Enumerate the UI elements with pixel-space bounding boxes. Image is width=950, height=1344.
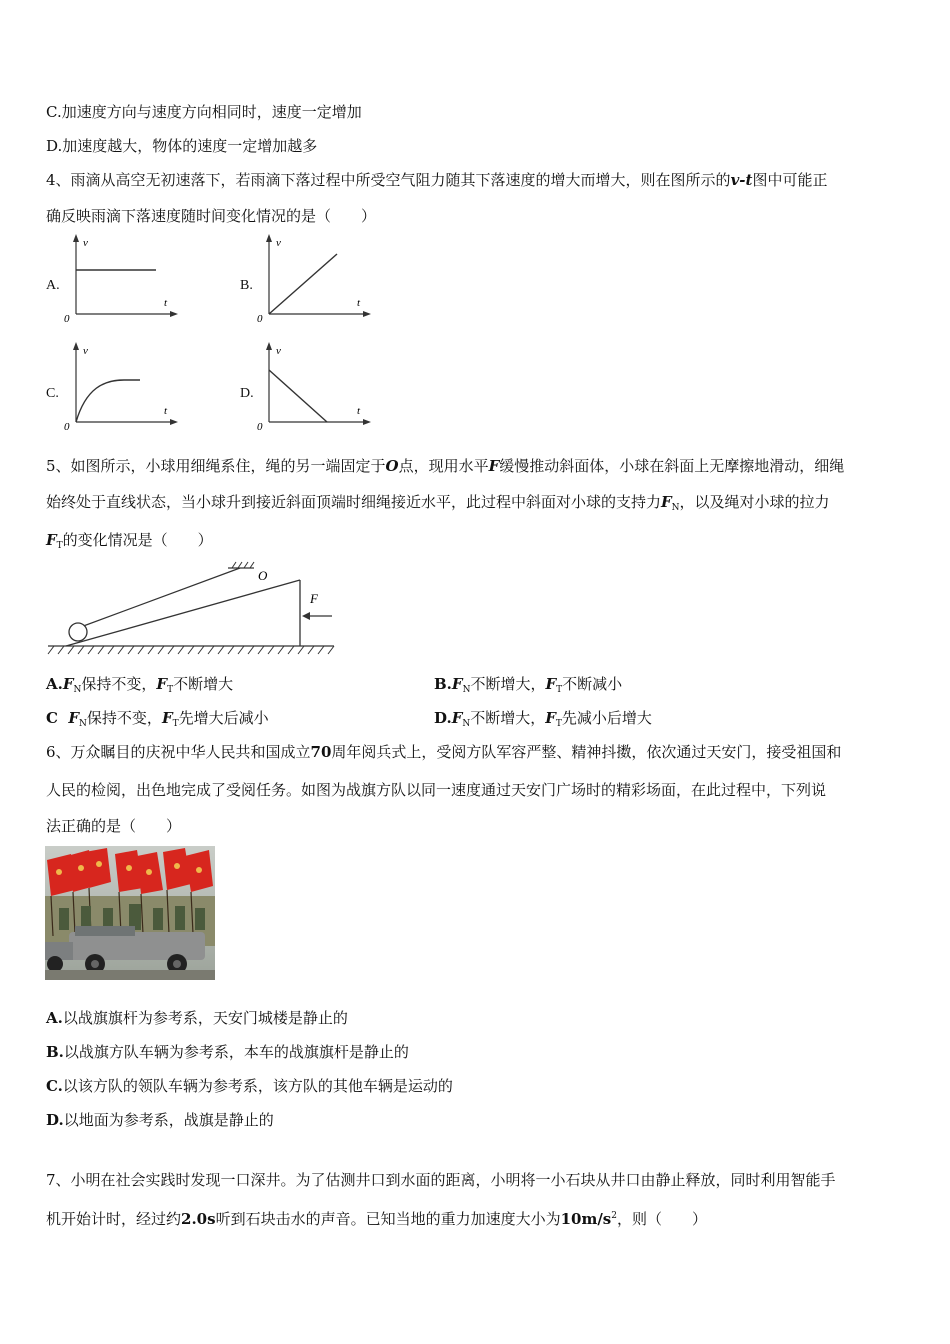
q4-graph-c-t-label: t — [164, 405, 168, 417]
q5-option-c-prefix: C — [46, 709, 69, 727]
q5-option-d-t1: 不断增大， — [470, 709, 546, 727]
q5-fn-symbol: F — [661, 493, 672, 511]
q5-option-a-f2: F — [156, 675, 168, 693]
q5-option-a-t2: 不断增大 — [173, 675, 234, 693]
q6-option-c[interactable] — [46, 1076, 453, 1096]
q5-text-4: 始终处于直线状态，当小球升到接近斜面顶端时细绳接近水平，此过程中斜面对小球的支持力 — [46, 493, 662, 511]
q6-number-70: 70 — [310, 743, 332, 761]
q5-option-b-s2: T — [556, 685, 563, 695]
q5-ft-symbol: F — [46, 531, 57, 549]
q5-text-5: ，以及绳对小球的拉力 — [679, 493, 830, 511]
q4-graph-a-v-label: v — [83, 237, 88, 249]
q4-graph-c-v-label: v — [83, 345, 88, 357]
q4-graph-b-v-label: v — [276, 237, 281, 249]
q6-option-d[interactable] — [46, 1110, 274, 1130]
q5-option-d-s2: T — [555, 719, 562, 729]
q3-option-c: C.加速度方向与速度方向相同时，速度一定增加 — [46, 103, 362, 121]
q5-option-a-s2: T — [167, 685, 174, 695]
q4-graph-b — [253, 232, 378, 324]
q6-option-c-text: 以该方队的领队车辆为参考系，该方队的其他车辆是运动的 — [62, 1077, 453, 1095]
q3-option-d: D.加速度越大，物体的速度一定增加越多 — [46, 137, 318, 155]
q5-force-f: F — [488, 457, 500, 475]
q5-option-a-s1: N — [73, 685, 82, 695]
q5-option-c-t1: 保持不变， — [86, 709, 162, 727]
q5-text-1: 5、如图所示，小球用细绳系住，绳的另一端固定于 — [46, 457, 386, 475]
q4-graph-b-t-label: t — [357, 297, 361, 309]
q4-graph-d-v-label: v — [276, 345, 281, 357]
q6-text-1: 6、万众瞩目的庆祝中华人民共和国成立 — [46, 743, 311, 761]
q5-option-a-prefix: A. — [46, 675, 63, 693]
q7-stem-line1: 7、小明在社会实践时发现一口深井。为了估测井口到水面的距离，小明将一小石块从井口由静止释放，同时利用智能手 — [46, 1171, 836, 1189]
q5-point-o: O — [385, 457, 399, 475]
q6-option-b[interactable] — [46, 1042, 409, 1062]
q6-text-2: 周年阅兵式上，受阅方队军容严整、精神抖擞，依次通过天安门，接受祖国和 — [331, 743, 842, 761]
q5-stem-line3 — [46, 530, 213, 556]
q4-graph-a — [60, 232, 185, 324]
q5-figure-incline — [44, 560, 344, 660]
q5-option-a[interactable] — [46, 674, 233, 700]
q5-option-d-prefix: D. — [434, 709, 452, 727]
q5-option-d-f2: F — [545, 709, 556, 727]
q7-stem-line2 — [46, 1206, 707, 1229]
q5-stem-line1 — [46, 456, 844, 476]
q5-option-d-s1: N — [462, 719, 471, 729]
q5-option-b-f2: F — [545, 675, 557, 693]
q4-graph-c — [60, 340, 185, 432]
q4-stem-line2: 确反映雨滴下落速度随时间变化情况的是（ ） — [46, 207, 377, 225]
q5-figure-f-label: F — [310, 591, 318, 606]
q5-text-6: 的变化情况是（ ） — [62, 531, 213, 549]
q5-option-c[interactable] — [46, 708, 269, 734]
q7-gravity-exponent: 2 — [611, 1211, 617, 1221]
q5-option-c-s2: T — [172, 719, 179, 729]
q6-option-c-prefix: C. — [46, 1077, 63, 1095]
q4-graph-b-origin: 0 — [257, 313, 263, 324]
q5-option-d-t2: 先减小后增大 — [561, 709, 652, 727]
q5-fn-subscript: N — [671, 503, 680, 513]
q6-option-d-prefix: D. — [46, 1111, 64, 1129]
q5-option-a-f1: F — [62, 675, 74, 693]
q4-graph-a-t-label: t — [164, 297, 168, 309]
q5-option-c-s1: N — [79, 719, 87, 729]
q4-graph-d-origin: 0 — [257, 421, 263, 432]
q4-graph-c-origin: 0 — [64, 421, 70, 432]
q5-option-b[interactable] — [434, 674, 622, 700]
q6-option-a-text: 以战旗旗杆为参考系，天安门城楼是静止的 — [62, 1009, 348, 1027]
q5-option-d-f1: F — [451, 709, 463, 727]
q5-option-a-t1: 保持不变， — [81, 675, 157, 693]
q6-stem-line3: 法正确的是（ ） — [46, 817, 182, 835]
q7-text-3: ，则（ ） — [616, 1210, 707, 1228]
q5-option-b-t2: 不断减小 — [562, 675, 623, 693]
q6-option-b-prefix: B. — [46, 1043, 64, 1061]
q4-stem-line1 — [46, 170, 827, 190]
q5-option-b-prefix: B. — [434, 675, 452, 693]
q4-stem-text-end: 图中可能正 — [752, 171, 828, 189]
q4-graph-a-origin: 0 — [64, 313, 70, 324]
q7-gravity-value: 10m/s — [560, 1210, 612, 1228]
q4-graph-d-t-label: t — [357, 405, 361, 417]
q6-option-b-text: 以战旗方队车辆为参考系，本车的战旗旗杆是静止的 — [63, 1043, 409, 1061]
q4-graph-c-label: C. — [46, 386, 59, 401]
q5-option-d[interactable] — [434, 708, 652, 734]
q5-option-b-s1: N — [462, 685, 471, 695]
q5-text-3: 缓慢推动斜面体，小球在斜面上无摩擦地滑动，细绳 — [499, 457, 845, 475]
q5-option-b-f1: F — [451, 675, 463, 693]
q5-option-c-t2: 先增大后减小 — [178, 709, 269, 727]
q5-ft-subscript: T — [56, 541, 63, 551]
q5-option-c-f1: F — [68, 709, 80, 727]
q5-figure-o-label: O — [258, 568, 268, 583]
q5-option-c-f2: F — [161, 709, 173, 727]
q6-stem-line1 — [46, 742, 841, 762]
q4-graph-d-label: D. — [240, 386, 254, 401]
q6-option-a-prefix: A. — [46, 1009, 63, 1027]
q7-text-2: 听到石块击水的声音。已知当地的重力加速度大小为 — [215, 1210, 561, 1228]
q4-stem-text: 4、雨滴从高空无初速落下，若雨滴下落过程中所受空气阻力随其下落速度的增大而增大，则在图所示的 — [46, 171, 731, 189]
q5-text-2: 点，现用水平 — [398, 457, 489, 475]
q7-time-value: 2.0s — [181, 1210, 216, 1228]
q7-text-1: 机开始计时，经过约 — [46, 1210, 182, 1228]
q5-stem-line2 — [46, 492, 830, 518]
q4-vt-symbol: v-t — [730, 171, 753, 189]
q6-option-d-text: 以地面为参考系，战旗是静止的 — [63, 1111, 274, 1129]
q6-option-a[interactable] — [46, 1008, 348, 1028]
q6-stem-line2: 人民的检阅，出色地完成了受阅任务。如图为战旗方队以同一速度通过天安门广场时的精彩场面，在此过程中，下列说 — [46, 781, 827, 799]
q4-graph-b-label: B. — [240, 278, 253, 293]
q6-parade-photo — [45, 846, 215, 980]
q4-graph-d — [253, 340, 378, 432]
q4-graph-a-label: A. — [46, 278, 60, 293]
q5-option-b-t1: 不断增大， — [470, 675, 546, 693]
